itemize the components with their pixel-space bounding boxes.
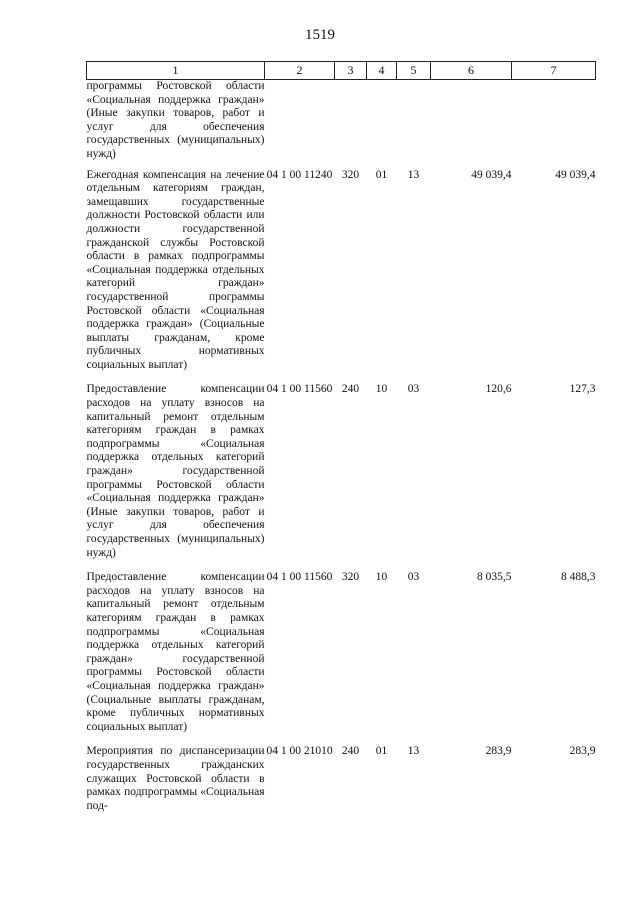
row-amount-1: 49 039,4 (471, 168, 512, 181)
row-expense-type: 240 (341, 383, 360, 396)
row-amount-1: 120,6 (485, 383, 512, 396)
row-amount-2: 127,3 (569, 383, 596, 396)
row-subsection (397, 80, 431, 162)
table-row (87, 564, 596, 738)
row-section: 10 (375, 571, 388, 584)
row-amount-1: 8 035,5 (477, 571, 512, 584)
table-row (87, 376, 596, 564)
row-description: Предоставление компенсации расходов на уплату взносов на капитальный ремонт отдельным категориям граждан в рамках подпрограммы «Социальная поддержка отдельных категорий граждан» государственной программы Ростовской области «Социальная поддержка граждан» (Социальные выплаты гражданам, кроме публичных нормативных социальных выплат) (86, 571, 265, 733)
row-expense-type: 320 (341, 168, 360, 181)
col-header-2: 2 (265, 62, 335, 80)
row-section: 01 (375, 745, 388, 758)
row-target-code: 04 1 00 11560 (266, 383, 333, 396)
table-row (87, 162, 596, 377)
col-header-3: 3 (335, 62, 367, 80)
row-amount-2: 49 039,4 (555, 168, 596, 181)
row-section: 01 (375, 168, 388, 181)
row-subsection: 03 (407, 571, 420, 584)
budget-table (86, 61, 596, 817)
row-amount-2: 283,9 (569, 745, 596, 758)
col-header-7: 7 (512, 62, 596, 80)
table-row (87, 80, 596, 162)
row-description: Ежегодная компенсация на лечение отдельным категориям граждан, замещавших государственные должности Ростовской области или должности государственной гражданской службы Ростовской области в рамках подпрограммы «Социальная поддержка отдельных категорий граждан» государственной программы Ростовской области «Социальная поддержка граждан» (Социальные выплаты гражданам, кроме публичных нормативных социальных выплат) (86, 168, 265, 371)
row-description: Предоставление компенсации расходов на уплату взносов на капитальный ремонт отдельным категориям граждан в рамках подпрограммы «Социальная поддержка отдельных категорий граждан» государственной программы Ростовской области «Социальная поддержка граждан» (Иные закупки товаров, работ и услуг для обеспечения государственных (муниципальных) нужд) (86, 383, 265, 559)
row-section: 10 (375, 383, 388, 396)
row-description: Мероприятия по диспансеризации государственных гражданских служащих Ростовской области в рамках подпрограммы «Социальная под- (86, 745, 265, 812)
row-section (367, 80, 397, 162)
row-subsection: 13 (407, 168, 420, 181)
row-description: программы Ростовской области «Социальная поддержка граждан» (Иные закупки товаров, работ и услуг для обеспечения государственных (муниципальных) нужд) (86, 80, 265, 160)
col-header-1: 1 (87, 62, 265, 80)
row-expense-type (335, 80, 367, 162)
row-subsection: 13 (407, 745, 420, 758)
row-amount-2 (512, 80, 596, 162)
col-header-5: 5 (397, 62, 431, 80)
row-target-code: 04 1 00 11560 (266, 571, 333, 584)
row-amount-1: 283,9 (485, 745, 512, 758)
row-subsection: 03 (407, 383, 420, 396)
row-amount-2: 8 488,3 (561, 571, 596, 584)
header-row (87, 62, 596, 80)
row-target-code: 04 1 00 21010 (266, 745, 333, 758)
row-expense-type: 240 (341, 745, 360, 758)
row-target-code: 04 1 00 11240 (266, 168, 333, 181)
col-header-6: 6 (431, 62, 512, 80)
table-row (87, 738, 596, 817)
row-amount-1 (431, 80, 512, 162)
page-number: 1519 (305, 27, 335, 43)
col-header-4: 4 (367, 62, 397, 80)
row-target-code (265, 80, 335, 162)
row-expense-type: 320 (341, 571, 360, 584)
